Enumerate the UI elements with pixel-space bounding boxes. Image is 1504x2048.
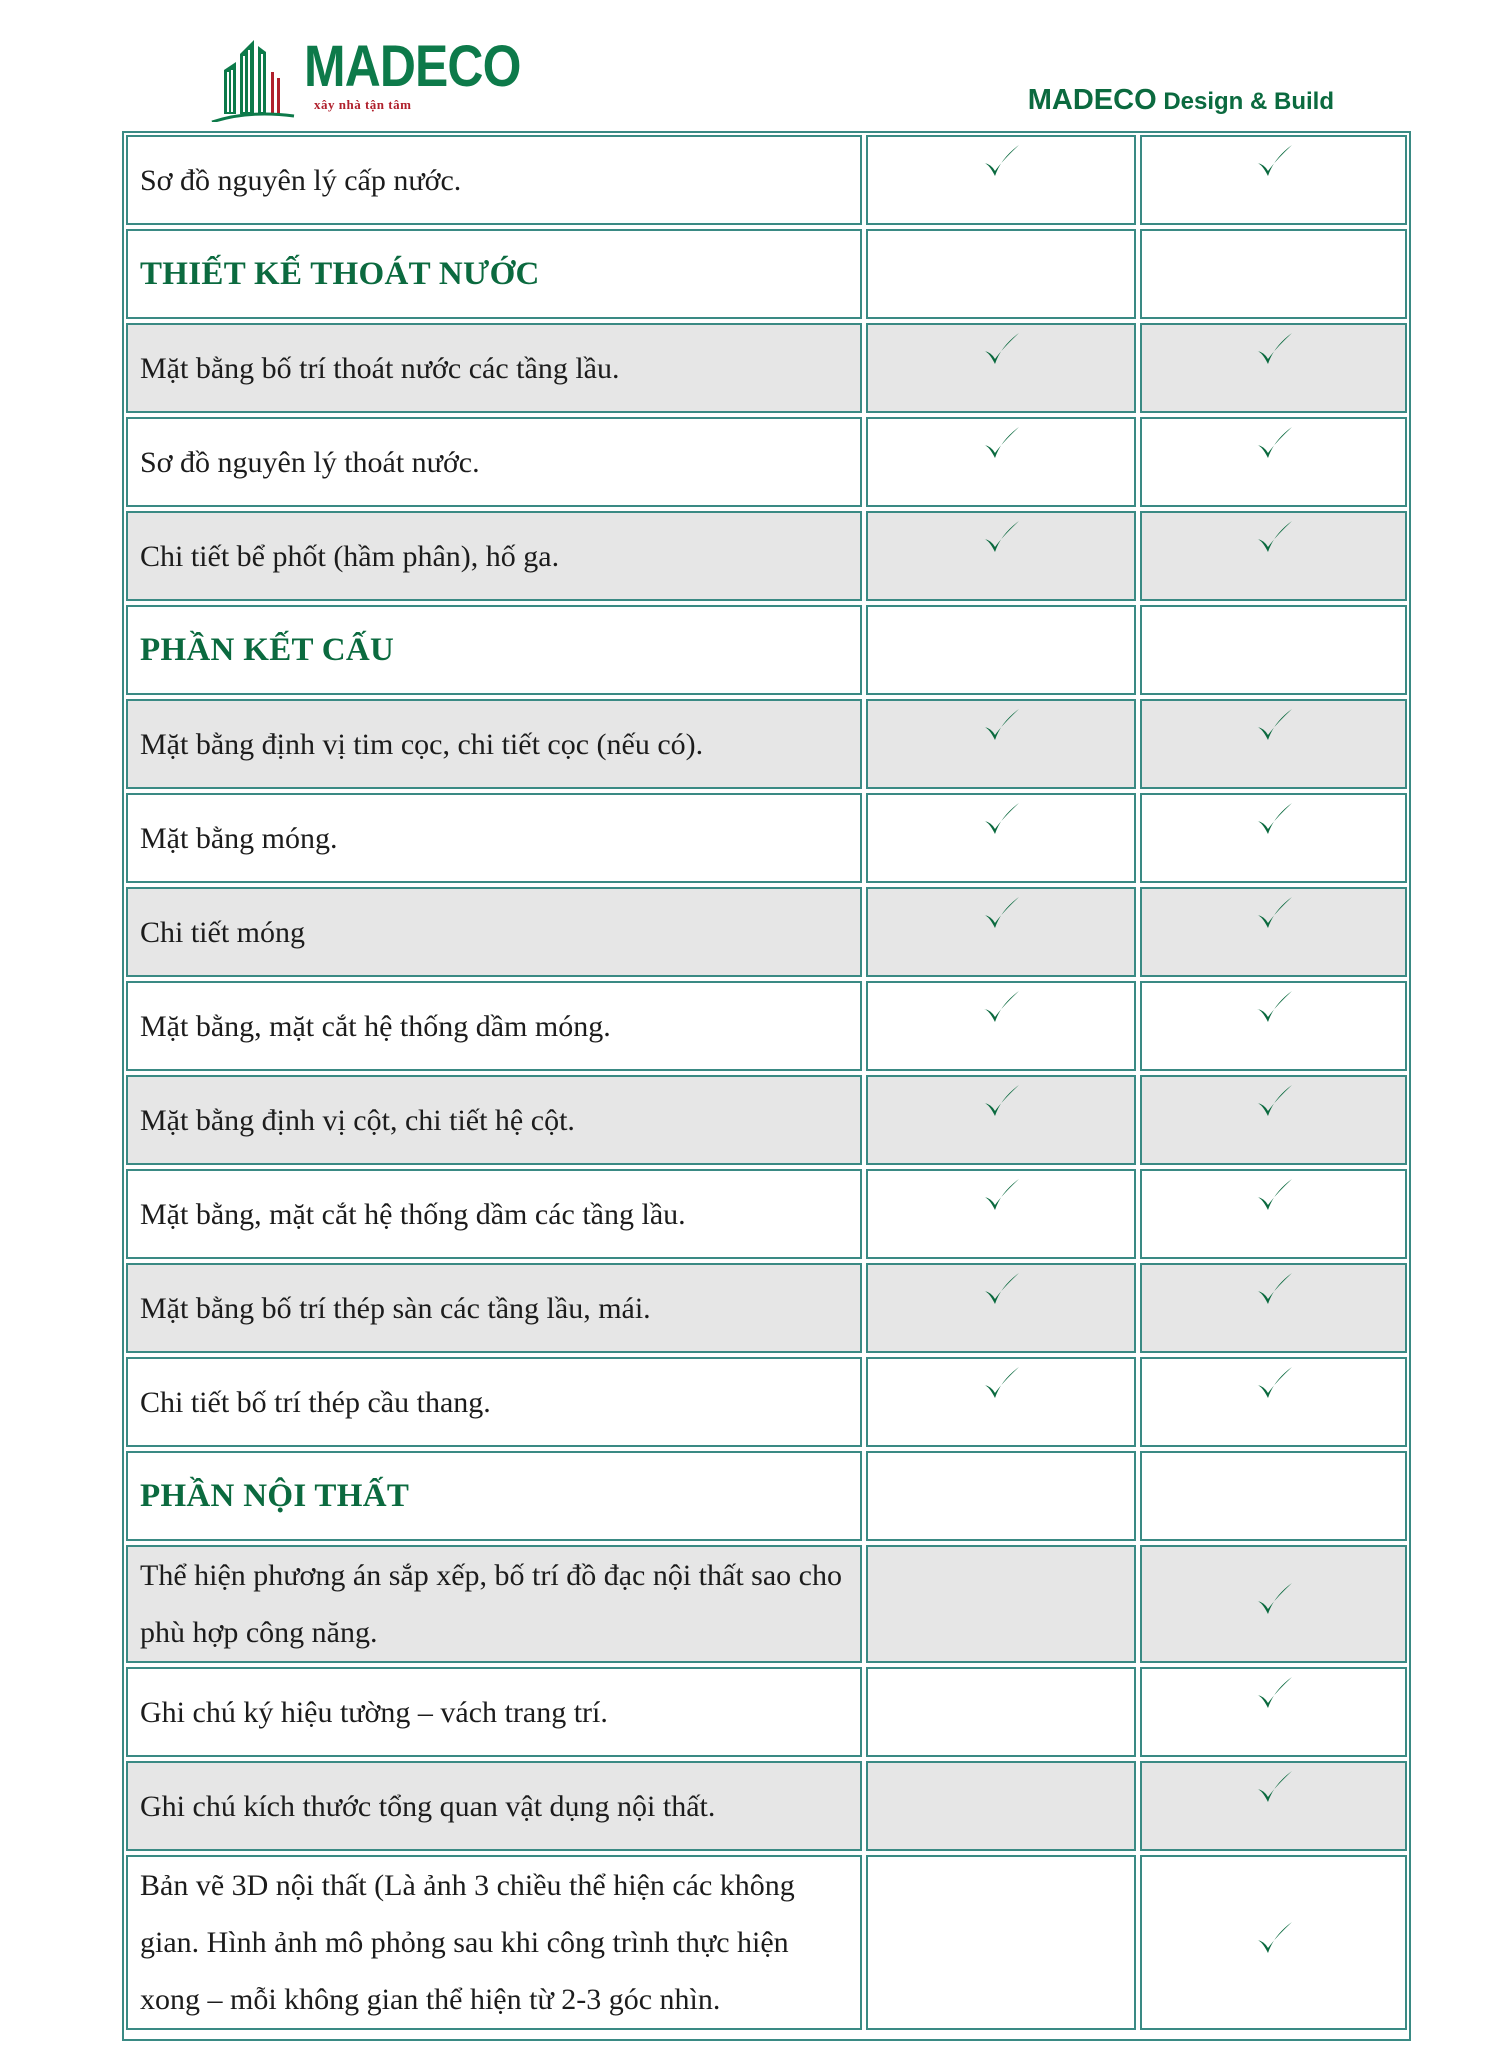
checkmark-icon	[981, 424, 1021, 464]
item-description	[126, 1545, 862, 1663]
basic-package-cell	[866, 511, 1136, 601]
checkmark-icon	[981, 800, 1021, 840]
basic-package-cell	[866, 417, 1136, 507]
checkmark-icon	[1254, 1364, 1294, 1404]
checkmark-icon	[1254, 894, 1294, 934]
basic-package-cell	[866, 605, 1136, 695]
item-text: Thể hiện phương án sắp xếp, bố trí đồ đạc nội thất sao cho phù hợp công năng.	[140, 1559, 842, 1649]
item-description	[126, 699, 862, 789]
basic-package-cell	[866, 887, 1136, 977]
full-package-cell	[1140, 1075, 1407, 1165]
item-text: Sơ đồ nguyên lý thoát nước.	[140, 445, 480, 479]
checkmark-icon	[981, 142, 1021, 182]
item-description	[126, 1075, 862, 1165]
basic-package-cell	[866, 1855, 1136, 2030]
basic-package-cell	[866, 1169, 1136, 1259]
item-description	[126, 417, 862, 507]
section-title	[126, 605, 862, 695]
full-package-cell	[1140, 1451, 1407, 1541]
section-title	[126, 1451, 862, 1541]
item-description	[126, 1761, 862, 1851]
basic-package-cell	[866, 699, 1136, 789]
checkmark-icon	[1254, 518, 1294, 558]
table-row	[126, 1761, 1407, 1851]
checkmark-icon	[1254, 800, 1294, 840]
basic-package-cell	[866, 1075, 1136, 1165]
item-description	[126, 511, 862, 601]
item-description	[126, 1357, 862, 1447]
design-scope-table	[122, 131, 1411, 2041]
basic-package-cell	[866, 1545, 1136, 1663]
madeco-logo	[208, 32, 521, 122]
full-package-cell	[1140, 1169, 1407, 1259]
full-package-cell	[1140, 981, 1407, 1071]
full-package-cell	[1140, 1545, 1407, 1663]
item-text: Mặt bằng định vị tim cọc, chi tiết cọc (nếu có).	[140, 727, 704, 761]
checkmark-icon	[1254, 1082, 1294, 1122]
checkmark-icon	[981, 988, 1021, 1028]
table-row	[126, 511, 1407, 601]
full-package-cell	[1140, 417, 1407, 507]
checkmark-icon	[1254, 706, 1294, 746]
building-logo-icon	[208, 32, 308, 122]
full-package-cell	[1140, 1667, 1407, 1757]
full-package-cell	[1140, 1855, 1407, 2030]
basic-package-cell	[866, 1357, 1136, 1447]
basic-package-cell	[866, 1451, 1136, 1541]
item-text: Mặt bằng, mặt cắt hệ thống dầm các tầng lầu.	[140, 1197, 686, 1231]
section-title-text: PHẦN NỘI THẤT	[140, 1477, 410, 1514]
table-row	[126, 1169, 1407, 1259]
item-text: Chi tiết bố trí thép cầu thang.	[140, 1385, 491, 1419]
item-text: Mặt bằng, mặt cắt hệ thống dầm móng.	[140, 1009, 611, 1043]
full-package-cell	[1140, 793, 1407, 883]
full-package-cell	[1140, 699, 1407, 789]
basic-package-cell	[866, 1667, 1136, 1757]
checkmark-icon	[1254, 1919, 1294, 1959]
checkmark-icon	[981, 1176, 1021, 1216]
brand-name: MADECO	[1027, 84, 1157, 116]
item-text: Mặt bằng bố trí thép sàn các tầng lầu, mái.	[140, 1291, 651, 1325]
full-package-cell	[1140, 1357, 1407, 1447]
full-package-cell	[1140, 229, 1407, 319]
item-text: Chi tiết bể phốt (hầm phân), hố ga.	[140, 539, 560, 573]
basic-package-cell	[866, 135, 1136, 225]
table-row	[126, 135, 1407, 225]
basic-package-cell	[866, 1761, 1136, 1851]
basic-package-cell	[866, 981, 1136, 1071]
basic-package-cell	[866, 1263, 1136, 1353]
full-package-cell	[1140, 605, 1407, 695]
full-package-cell	[1140, 135, 1407, 225]
checkmark-icon	[981, 1364, 1021, 1404]
checkmark-icon	[981, 330, 1021, 370]
logo-wordmark: MADECO	[304, 34, 521, 99]
item-description	[126, 793, 862, 883]
section-title-text: THIẾT KẾ THOÁT NƯỚC	[140, 255, 540, 292]
item-description	[126, 887, 862, 977]
item-text: Bản vẽ 3D nội thất (Là ảnh 3 chiều thể hiện các không gian. Hình ảnh mô phỏng sau khi công trình thực hiện xong – mỗi không gian thể hiện từ 2-3 góc nhìn.	[140, 1869, 795, 2016]
table-row	[126, 1263, 1407, 1353]
table-row	[126, 323, 1407, 413]
checkmark-icon	[1254, 988, 1294, 1028]
section-title-text: PHẦN KẾT CẤU	[140, 631, 395, 668]
table-row	[126, 1545, 1407, 1663]
basic-package-cell	[866, 229, 1136, 319]
checkmark-icon	[1254, 142, 1294, 182]
checkmark-icon	[981, 1082, 1021, 1122]
checkmark-icon	[1254, 1674, 1294, 1714]
item-text: Chi tiết móng	[140, 915, 305, 949]
checkmark-icon	[1254, 1270, 1294, 1310]
table-row	[126, 1075, 1407, 1165]
table-row	[126, 793, 1407, 883]
table-row	[126, 1667, 1407, 1757]
full-package-cell	[1140, 1761, 1407, 1851]
full-package-cell	[1140, 887, 1407, 977]
page-header	[0, 0, 1504, 128]
table-row	[126, 699, 1407, 789]
item-description	[126, 1855, 862, 2030]
table-row	[126, 887, 1407, 977]
table-row	[126, 1357, 1407, 1447]
checkmark-icon	[981, 706, 1021, 746]
section-header-row	[126, 605, 1407, 695]
checkmark-icon	[1254, 1768, 1294, 1808]
item-description	[126, 135, 862, 225]
basic-package-cell	[866, 793, 1136, 883]
full-package-cell	[1140, 511, 1407, 601]
basic-package-cell	[866, 323, 1136, 413]
item-text: Ghi chú ký hiệu tường – vách trang trí.	[140, 1695, 608, 1729]
full-package-cell	[1140, 1263, 1407, 1353]
section-header-row	[126, 1451, 1407, 1541]
full-package-cell	[1140, 323, 1407, 413]
table-row	[126, 1855, 1407, 2030]
brand-suffix: Design & Build	[1163, 88, 1334, 115]
item-description	[126, 1169, 862, 1259]
table-row	[126, 981, 1407, 1071]
checkmark-icon	[981, 518, 1021, 558]
item-text: Sơ đồ nguyên lý cấp nước.	[140, 163, 462, 197]
brand-heading	[1028, 84, 1334, 117]
item-description	[126, 981, 862, 1071]
checkmark-icon	[1254, 1176, 1294, 1216]
section-header-row	[126, 229, 1407, 319]
item-text: Mặt bằng bố trí thoát nước các tầng lầu.	[140, 351, 620, 385]
table-row	[126, 417, 1407, 507]
table-body	[126, 135, 1407, 2030]
checkmark-icon	[1254, 330, 1294, 370]
section-title	[126, 229, 862, 319]
item-description	[126, 1667, 862, 1757]
item-text: Mặt bằng móng.	[140, 821, 338, 855]
checkmark-icon	[981, 1270, 1021, 1310]
checkmark-icon	[981, 894, 1021, 934]
item-description	[126, 1263, 862, 1353]
logo-tagline: xây nhà tận tâm	[314, 97, 412, 112]
item-text: Ghi chú kích thước tổng quan vật dụng nội thất.	[140, 1789, 716, 1823]
item-text: Mặt bằng định vị cột, chi tiết hệ cột.	[140, 1103, 575, 1137]
checkmark-icon	[1254, 424, 1294, 464]
checkmark-icon	[1254, 1580, 1294, 1620]
item-description	[126, 323, 862, 413]
